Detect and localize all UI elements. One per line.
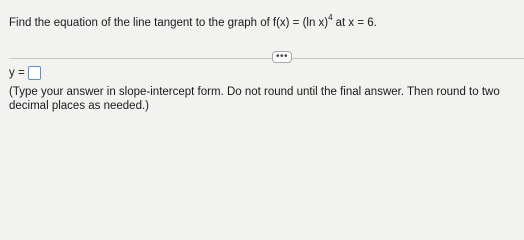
answer-lhs-label: y =	[9, 67, 25, 79]
question-text	[9, 14, 377, 29]
answer-input[interactable]	[28, 66, 41, 80]
question-point: at x = 6.	[335, 16, 377, 29]
function-expression	[273, 14, 333, 29]
function-exponent: 4	[328, 13, 333, 22]
answer-row	[9, 66, 41, 80]
expand-more-button[interactable]: •••	[272, 51, 292, 63]
answer-instructions: (Type your answer in slope-intercept form. Do not round until the final answer. Then round to two decimal places as needed.)	[9, 86, 500, 112]
question-prefix: Find the equation of the line tangent to the graph of	[9, 16, 270, 29]
section-divider	[9, 58, 524, 59]
function-lhs: f(x) = (ln x)	[272, 16, 329, 29]
